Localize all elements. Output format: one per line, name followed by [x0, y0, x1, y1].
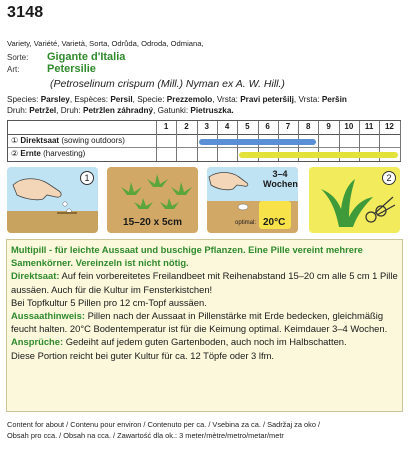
requirements-text: Gedeiht auf jedem guten Gartenboden, auch noch im Halbschatten. — [63, 336, 347, 348]
species-lang-name: Petržlen záhradný — [83, 106, 154, 115]
multipill-intro: Multipill - für leichte Aussaat und buschige Pflanzen. Eine Pille vereint mehrere Samenkörner. Vereinzeln ist nicht nötig. — [11, 244, 363, 269]
row-name: Ernte — [20, 149, 41, 158]
calendar-gridline — [156, 121, 157, 161]
calendar-gridline — [176, 121, 177, 161]
species-lang-label: , Vrsta: — [293, 95, 322, 104]
month-8: 8 — [306, 122, 311, 131]
row-name: Direktsaat — [20, 136, 60, 145]
variety-name: Gigante d'Italia — [47, 51, 126, 63]
month-5: 5 — [245, 122, 250, 131]
species-lang-name: Pravi peteršilj — [240, 95, 294, 104]
species-lang-label: , Vrsta: — [212, 95, 241, 104]
pot-culture-paragraph: Bei Topfkultur 5 Pillen pro 12 cm-Topf aussäen. — [11, 296, 207, 308]
sowing-notes-paragraph — [7, 309, 402, 349]
species-lang-name: Peršin — [321, 95, 347, 104]
calendar-gridline — [197, 121, 198, 161]
portion-paragraph: Diese Portion reicht bei guter Kultur für ca. 12 Töpfe oder 3 lfm. — [11, 349, 274, 361]
pictogram-sowing — [7, 167, 98, 233]
species-lang-name: Parsley — [40, 95, 70, 104]
species-lang-name: Prezzemolo — [166, 95, 213, 104]
direct-sowing-heading: Direktsaat: — [11, 270, 60, 282]
month-10: 10 — [344, 122, 354, 131]
temperature-value: 20°C — [263, 217, 286, 228]
instructions-box — [6, 239, 403, 412]
pictogram-harvest — [309, 167, 400, 233]
calendar-month-header — [8, 121, 400, 135]
sowing-calendar — [7, 120, 401, 162]
step-1-badge: 1 — [80, 171, 94, 185]
sorte-label: Sorte: — [7, 53, 29, 62]
germination-weeks: 3–4 Wochen — [263, 169, 298, 189]
month-11: 11 — [364, 122, 374, 131]
species-lang-name: Petržel — [29, 106, 57, 115]
product-code: 3148 — [7, 4, 44, 21]
requirements-heading: Ansprüche: — [11, 336, 64, 348]
calendar-row-label — [11, 149, 85, 158]
species-lang-label: , Specie: — [132, 95, 167, 104]
species-translations-line-2 — [7, 106, 234, 115]
month-4: 4 — [224, 122, 230, 131]
species-lang-label: Species: — [7, 95, 41, 104]
latin-name: (Petroselinum crispum (Mill.) Nyman ex A. W. Hill.) — [50, 78, 285, 90]
species-lang-label: , Espèces: — [69, 95, 111, 104]
species-lang-label: Druh: — [7, 106, 30, 115]
content-line-2: Obsah pro cca. / Obsah na cca. / Zawartość dla ok.: 3 meter/mètre/metro/metar/metr — [7, 431, 284, 440]
sowing-notes-heading: Aussaathinweis: — [11, 310, 85, 322]
step-2-badge: 2 — [382, 171, 396, 185]
spacing-label: 15–20 x 5cm — [123, 217, 182, 228]
row-note: (sowing outdoors) — [61, 136, 125, 145]
species-name-row — [7, 63, 96, 75]
row-note: (harvesting) — [43, 149, 86, 158]
species-translations-line-1 — [7, 95, 347, 104]
calendar-gridline — [400, 121, 401, 161]
species-name: Petersilie — [47, 63, 96, 75]
month-6: 6 — [265, 122, 270, 131]
sowing-period-bar — [199, 139, 317, 145]
month-9: 9 — [326, 122, 331, 131]
temperature-label: optimal: — [235, 220, 257, 226]
harvest-period-bar — [239, 152, 397, 158]
month-12: 12 — [384, 122, 394, 131]
pictogram-germination — [207, 167, 298, 233]
species-lang-name: Pietruszka. — [190, 106, 234, 115]
month-7: 7 — [285, 122, 291, 131]
month-1: 1 — [163, 122, 169, 131]
species-lang-label: , Druh: — [56, 106, 84, 115]
step-2-symbol: ② — [11, 149, 19, 158]
month-3: 3 — [204, 122, 209, 131]
species-lang-label: , Gatunki: — [153, 106, 191, 115]
direct-sowing-paragraph — [7, 269, 402, 295]
variety-languages: Variety, Variété, Varietà, Sorta, Odrůda, Odroda, Odmiana, — [7, 39, 204, 48]
pictogram-spacing — [107, 167, 198, 233]
sowing-notes-text: Pillen nach der Aussaat in Pillenstärke mit Erde bedecken, gleichmäßig feucht halten. 20°C Bodentemperatur ist für die Keimung optimal. Keimdauer 3–4 Wochen. — [11, 310, 388, 335]
calendar-row-label — [11, 136, 125, 145]
art-label: Art: — [7, 65, 20, 74]
variety-name-row — [7, 51, 125, 63]
direct-sowing-text: Auf fein vorbereitetes Freilandbeet mit Reihenabstand 15–20 cm alle 5 cm 1 Pille aussäen. Auch für die Kultur im Fensterkistchen! — [11, 270, 398, 295]
content-line-1: Content for about / Contenu pour environ / Contenuto per ca. / Vsebina za ca. / Sadržaj za oko / — [7, 420, 321, 429]
month-2: 2 — [184, 122, 189, 131]
species-lang-name: Persil — [110, 95, 133, 104]
step-1-symbol: ① — [11, 136, 19, 145]
